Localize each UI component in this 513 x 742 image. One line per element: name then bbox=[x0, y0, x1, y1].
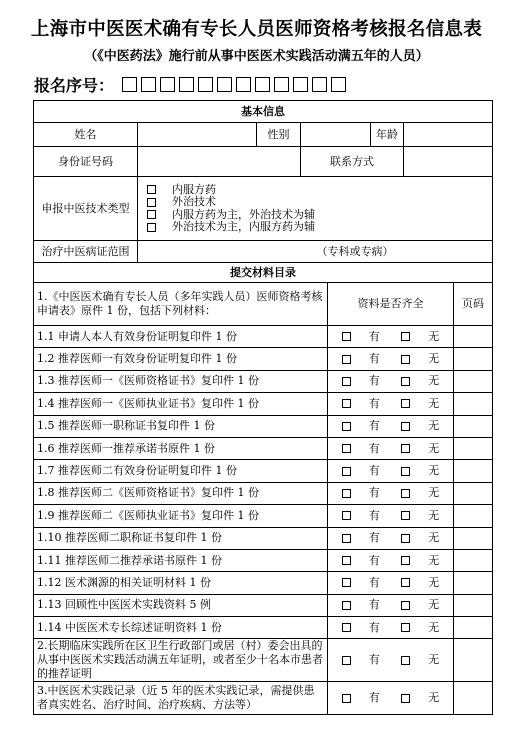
checkbox-icon[interactable] bbox=[147, 210, 156, 219]
serial-digit-box[interactable] bbox=[293, 77, 308, 92]
material-sub-item-label: 1.3 推荐医师一《医师资格证书》复印件 1 份 bbox=[34, 370, 328, 392]
completeness-cell[interactable]: 有 无 bbox=[328, 639, 454, 682]
material-sub-item-label: 1.13 回顾性中医医术实践资料 5 例 bbox=[34, 594, 328, 616]
checkbox-icon[interactable] bbox=[401, 601, 410, 610]
contact-label: 联系方式 bbox=[301, 147, 404, 177]
serial-digit-box[interactable] bbox=[122, 77, 137, 92]
completeness-cell[interactable]: 有 无 bbox=[328, 549, 454, 571]
material-sub-item-label: 1.8 推荐医师二《医师资格证书》复印件 1 份 bbox=[34, 482, 328, 504]
page-number-cell[interactable] bbox=[454, 482, 493, 504]
checkbox-icon[interactable] bbox=[342, 623, 351, 632]
checkbox-icon[interactable] bbox=[401, 399, 410, 408]
checkbox-icon[interactable] bbox=[401, 578, 410, 587]
material-sub-item-row bbox=[34, 415, 493, 437]
material-sub-item-row bbox=[34, 549, 493, 571]
completeness-cell[interactable]: 有 无 bbox=[328, 572, 454, 594]
tech-option[interactable]: 内服方药为主，外治技术为辅 bbox=[141, 209, 489, 222]
page-number-cell[interactable] bbox=[454, 437, 493, 459]
completeness-cell[interactable]: 有 无 bbox=[328, 482, 454, 504]
checkbox-icon[interactable] bbox=[401, 511, 410, 520]
completeness-cell[interactable]: 有 无 bbox=[328, 415, 454, 437]
checkbox-icon[interactable] bbox=[342, 489, 351, 498]
material-sub-item-row bbox=[34, 370, 493, 392]
completeness-cell[interactable]: 有 无 bbox=[328, 527, 454, 549]
checkbox-icon[interactable] bbox=[342, 332, 351, 341]
checkbox-icon[interactable] bbox=[342, 601, 351, 610]
page-number-header: 页码 bbox=[454, 283, 493, 326]
tech-type-options bbox=[138, 177, 493, 241]
tech-type-label: 申报中医技术类型 bbox=[34, 177, 138, 241]
scope-field[interactable] bbox=[138, 241, 493, 263]
completeness-header: 资料是否齐全 bbox=[328, 283, 454, 326]
checkbox-icon[interactable] bbox=[147, 198, 156, 207]
page-number-cell[interactable] bbox=[454, 617, 493, 639]
checkbox-icon[interactable] bbox=[342, 534, 351, 543]
checkbox-icon[interactable] bbox=[342, 422, 351, 431]
id-number-field[interactable] bbox=[138, 147, 301, 177]
completeness-cell[interactable]: 有 无 bbox=[328, 682, 454, 715]
page-number-cell[interactable] bbox=[454, 348, 493, 370]
gender-label: 性别 bbox=[257, 123, 301, 147]
material-sub-item-row bbox=[34, 527, 493, 549]
checkbox-icon[interactable] bbox=[342, 355, 351, 364]
checkbox-icon[interactable] bbox=[401, 467, 410, 476]
material-sub-item-row bbox=[34, 460, 493, 482]
completeness-cell[interactable]: 有 无 bbox=[328, 460, 454, 482]
checkbox-icon[interactable] bbox=[342, 694, 351, 703]
checkbox-icon[interactable] bbox=[401, 422, 410, 431]
page-subtitle: （《中医药法》施行前从事中医医术实践活动满五年的人员） bbox=[84, 49, 429, 64]
material-sub-item-label: 1.11 推荐医师二推荐承诺书原件 1 份 bbox=[34, 549, 328, 571]
material-sub-item-row bbox=[34, 482, 493, 504]
page-number-cell[interactable] bbox=[454, 326, 493, 348]
serial-digit-box[interactable] bbox=[255, 77, 270, 92]
name-field[interactable] bbox=[138, 123, 257, 147]
material-item-3: 3.中医医术实践记录（近 5 年的医术实践记录，需提供患者真实姓名、治疗时间、治疗疾病、方法等） bbox=[34, 682, 328, 715]
basic-info-header: 基本信息 bbox=[34, 101, 493, 123]
material-sub-item-label: 1.5 推荐医师一职称证书复印件 1 份 bbox=[34, 415, 328, 437]
serial-digit-box[interactable] bbox=[312, 77, 327, 92]
contact-field[interactable] bbox=[404, 147, 493, 177]
serial-digit-box[interactable] bbox=[217, 77, 232, 92]
serial-digit-box[interactable] bbox=[236, 77, 251, 92]
age-field[interactable] bbox=[404, 123, 493, 147]
material-sub-item-row bbox=[34, 505, 493, 527]
registration-form-table bbox=[33, 100, 493, 715]
page-number-cell[interactable] bbox=[454, 370, 493, 392]
material-sub-item-label: 1.7 推荐医师二有效身份证明复印件 1 份 bbox=[34, 460, 328, 482]
page-number-cell[interactable] bbox=[454, 505, 493, 527]
checkbox-icon[interactable] bbox=[147, 223, 156, 232]
id-number-label: 身份证号码 bbox=[34, 147, 138, 177]
material-item-1: 1.《中医医术确有专长人员（多年实践人员）医师资格考核申请表》原件 1 份，包括下列材料： bbox=[34, 283, 328, 326]
checkbox-icon[interactable] bbox=[401, 489, 410, 498]
material-sub-item-label: 1.6 推荐医师一推荐承诺书原件 1 份 bbox=[34, 437, 328, 459]
scope-label: 治疗中医病证范围 bbox=[34, 241, 138, 263]
material-sub-item-row bbox=[34, 572, 493, 594]
material-sub-item-row bbox=[34, 393, 493, 415]
checkbox-icon[interactable] bbox=[342, 656, 351, 665]
completeness-cell[interactable]: 有 无 bbox=[328, 348, 454, 370]
material-sub-item-label: 1.9 推荐医师二《医师执业证书》复印件 1 份 bbox=[34, 505, 328, 527]
completeness-cell[interactable]: 有 无 bbox=[328, 505, 454, 527]
material-item-2: 2.长期临床实践所在区卫生行政部门或居（村）委会出具的从事中医医术实践活动满五年证明，或者至少十名本市患者的推荐证明 bbox=[34, 639, 328, 682]
material-sub-item-label: 1.1 申请人本人有效身份证明复印件 1 份 bbox=[34, 326, 328, 348]
page-number-cell[interactable] bbox=[454, 639, 493, 682]
serial-digit-box[interactable] bbox=[179, 77, 194, 92]
checkbox-icon[interactable] bbox=[342, 578, 351, 587]
checkbox-icon[interactable] bbox=[342, 467, 351, 476]
checkbox-icon[interactable] bbox=[401, 444, 410, 453]
serial-digit-box[interactable] bbox=[198, 77, 213, 92]
page-number-cell[interactable] bbox=[454, 549, 493, 571]
materials-header: 提交材料目录 bbox=[34, 263, 493, 283]
material-sub-item-label: 1.4 推荐医师一《医师执业证书》复印件 1 份 bbox=[34, 393, 328, 415]
serial-digit-box[interactable] bbox=[141, 77, 156, 92]
material-sub-item-label: 1.14 中医医术专长综述证明资料 1 份 bbox=[34, 617, 328, 639]
completeness-cell[interactable]: 有 无 bbox=[328, 370, 454, 392]
page-number-cell[interactable] bbox=[454, 682, 493, 715]
tech-option[interactable]: 外治技术 bbox=[141, 196, 489, 209]
checkbox-icon[interactable] bbox=[401, 623, 410, 632]
serial-number-label: 报名序号： bbox=[34, 75, 115, 95]
serial-digit-box[interactable] bbox=[331, 77, 346, 92]
material-sub-items bbox=[34, 326, 493, 639]
page-number-cell[interactable] bbox=[454, 393, 493, 415]
gender-field[interactable] bbox=[301, 123, 371, 147]
checkbox-icon[interactable] bbox=[147, 185, 156, 194]
scope-hint: （专科或专病） bbox=[316, 244, 394, 258]
material-sub-item-label: 1.2 推荐医师一有效身份证明复印件 1 份 bbox=[34, 348, 328, 370]
completeness-cell[interactable]: 有 无 bbox=[328, 617, 454, 639]
checkbox-icon[interactable] bbox=[342, 556, 351, 565]
material-sub-item-row bbox=[34, 617, 493, 639]
page-title: 上海市中医医术确有专长人员医师资格考核报名信息表 bbox=[30, 19, 483, 40]
checkbox-icon[interactable] bbox=[401, 534, 410, 543]
page-number-cell[interactable] bbox=[454, 594, 493, 616]
page-number-cell[interactable] bbox=[454, 460, 493, 482]
serial-digit-box[interactable] bbox=[274, 77, 289, 92]
material-sub-item-row bbox=[34, 437, 493, 459]
serial-number-row bbox=[34, 73, 350, 95]
age-label: 年龄 bbox=[371, 123, 404, 147]
page-number-cell[interactable] bbox=[454, 527, 493, 549]
name-label: 姓名 bbox=[34, 123, 138, 147]
page-number-cell[interactable] bbox=[454, 415, 493, 437]
checkbox-icon[interactable] bbox=[401, 332, 410, 341]
checkbox-icon[interactable] bbox=[401, 656, 410, 665]
completeness-cell[interactable]: 有 无 bbox=[328, 437, 454, 459]
serial-number-boxes[interactable] bbox=[122, 77, 350, 92]
serial-digit-box[interactable] bbox=[160, 77, 175, 92]
checkbox-icon[interactable] bbox=[342, 444, 351, 453]
checkbox-icon[interactable] bbox=[401, 694, 410, 703]
checkbox-icon[interactable] bbox=[401, 377, 410, 386]
checkbox-icon[interactable] bbox=[342, 511, 351, 520]
checkbox-icon[interactable] bbox=[401, 355, 410, 364]
completeness-cell[interactable]: 有 无 bbox=[328, 326, 454, 348]
checkbox-icon[interactable] bbox=[342, 399, 351, 408]
completeness-cell[interactable]: 有 无 bbox=[328, 594, 454, 616]
checkbox-icon[interactable] bbox=[342, 377, 351, 386]
checkbox-icon[interactable] bbox=[401, 556, 410, 565]
tech-option[interactable]: 外治技术为主，内服方药为辅 bbox=[141, 221, 489, 234]
page-number-cell[interactable] bbox=[454, 572, 493, 594]
material-sub-item-row bbox=[34, 348, 493, 370]
completeness-cell[interactable]: 有 无 bbox=[328, 393, 454, 415]
material-sub-item-row bbox=[34, 594, 493, 616]
material-sub-item-label: 1.12 医术渊源的相关证明材料 1 份 bbox=[34, 572, 328, 594]
tech-option[interactable]: 内服方药 bbox=[141, 184, 489, 197]
material-sub-item-row bbox=[34, 326, 493, 348]
material-sub-item-label: 1.10 推荐医师二职称证书复印件 1 份 bbox=[34, 527, 328, 549]
